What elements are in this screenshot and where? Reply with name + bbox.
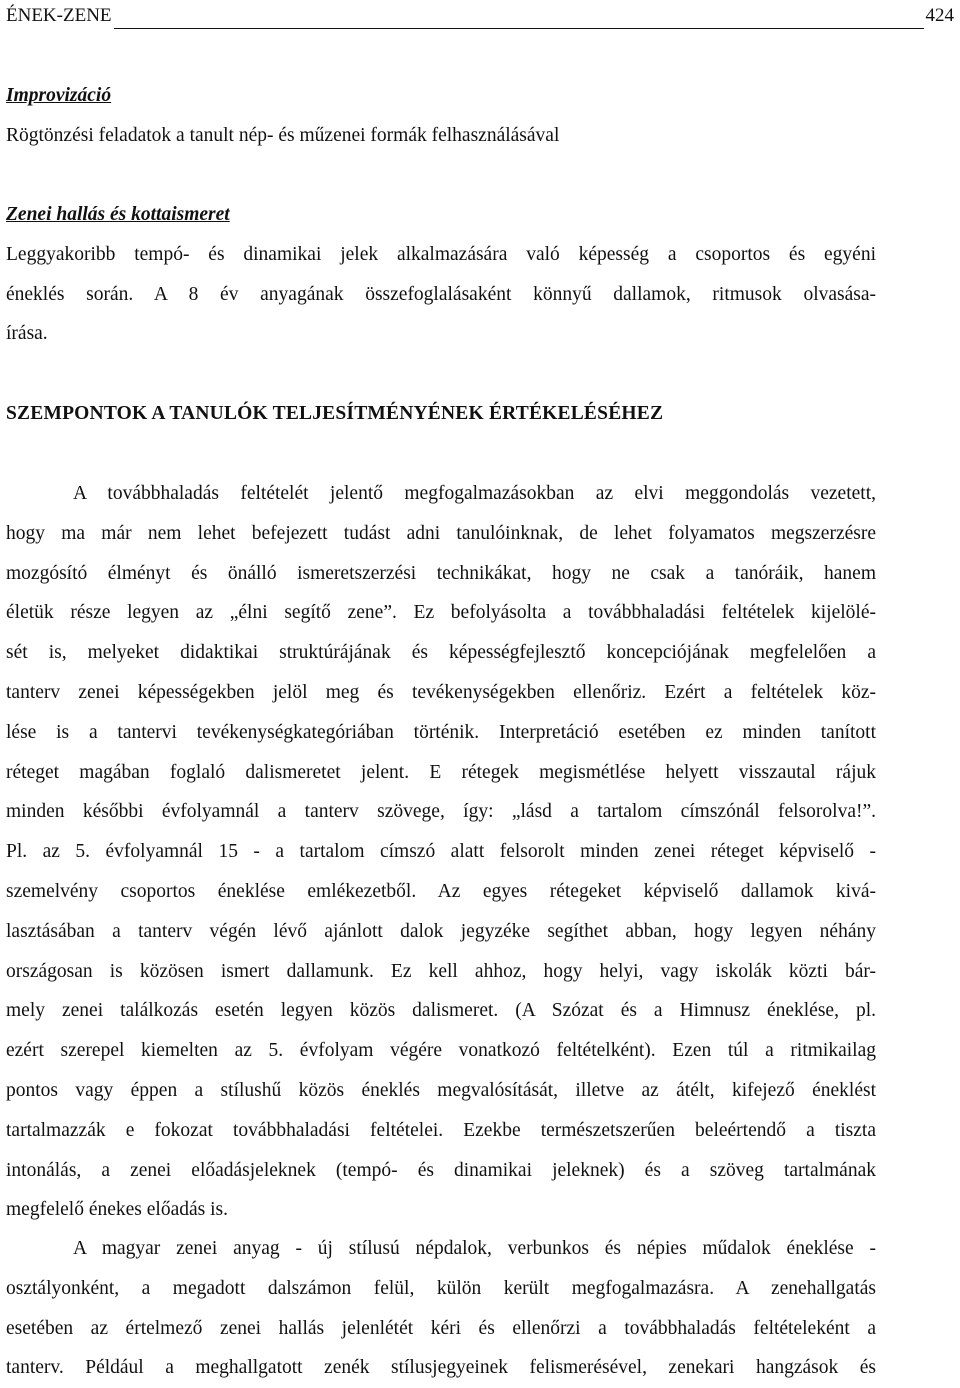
paragraph-line: pontos vagy éppen a stílushű közös éneklés megvalósítását, illetve az átélt, kifejező éneklést (6, 1079, 876, 1101)
paragraph-line: megfelelő énekes előadás is. (6, 1199, 228, 1221)
paragraph-line: osztályonként, a megadott dalszámon felül, külön került megfogalmazásra. A zenehallgatás (6, 1277, 876, 1299)
paragraph-line: Pl. az 5. évfolyamnál 15 - a tartalom címszó alatt felsorolt minden zenei réteget képviselő - (6, 841, 876, 863)
paragraph-line: A továbbhaladás feltételét jelentő megfogalmazásokban az elvi meggondolás vezetett, (73, 483, 876, 504)
improvizacio-heading: Improvizáció (6, 85, 112, 106)
paragraph-line: hogy ma már nem lehet befejezett tudást adni tanulóinknak, de lehet folyamatos megszerzésre (6, 522, 876, 544)
paragraph-line: mely zenei találkozás esetén legyen közös dalismeret. (A Szózat és a Himnusz éneklése, pl. (6, 1000, 876, 1022)
paragraph-line: tanterv zenei képességekben jelöl meg és tevékenységekben ellenőriz. Ezért a feltételek köz- (6, 681, 876, 703)
szempontok-paragraph-1 (6, 474, 876, 1230)
paragraph-line: sét is, melyeket didaktikai struktúrájának és képességfejlesztő koncepciójának megfelelően a (6, 642, 876, 664)
paragraph-line: intonálás, a zenei előadásjeleknek (tempó- és dinamikai jeleknek) és a szöveg tartalmának (6, 1159, 876, 1181)
szempontok-paragraph-2 (6, 1229, 876, 1388)
paragraph-line: szemelvény csoportos éneklése emlékezetből. Az egyes rétegeket képviselő dallamok kivá- (6, 880, 876, 902)
paragraph-line: A magyar zenei anyag - új stílusú népdalok, verbunkos és népies műdalok éneklése - (73, 1238, 876, 1259)
page-number: 424 (924, 0, 955, 32)
zenei-hallas-line: éneklés során. A 8 év anyagának összefoglalásaként könnyű dallamok, ritmusok olvasása- (6, 283, 876, 305)
zenei-hallas-section (6, 195, 876, 354)
document-page (6, 0, 954, 1379)
paragraph-line: minden későbbi évfolyamnál a tanterv szövege, így: „lásd a tartalom címszónál felsorolva!”. (6, 801, 876, 823)
improvizacio-section (6, 76, 876, 156)
paragraph-line: esetében az értelmező zenei hallás jelenlétét kéri és ellenőrzi a továbbhaladás feltételeként a (6, 1317, 876, 1339)
paragraph-line: tanterv. Például a meghallgatott zenék stílusjegyeinek felismerésével, zenekari hangzások és (6, 1357, 876, 1379)
paragraph-line: lése is a tantervi tevékenységkategóriában történik. Interpretáció esetében ez minden tanított (6, 721, 876, 743)
paragraph-line: réteget magában foglaló dalismeretet jelent. E rétegek megismétlése helyett visszautal rájuk (6, 761, 876, 783)
paragraph-line: lasztásában a tanterv végén lévő ajánlott dalok jegyzéke segíthet abban, hogy legyen néhány (6, 920, 876, 942)
paragraph-line: tartalmazzák e fokozat továbbhaladási feltételei. Ezekbe természetszerűen beleértendő a tiszta (6, 1119, 876, 1141)
page-header (6, 0, 954, 35)
zenei-hallas-line: írása. (6, 323, 48, 345)
zenei-hallas-line: Leggyakoribb tempó- és dinamikai jelek alkalmazására való képesség a csoportos és egyéni (6, 243, 876, 265)
paragraph-line: életük része legyen az „élni segítő zene”. Ez befolyásolta a továbbhaladási feltételek kijelölé- (6, 602, 876, 624)
paragraph-line: ezért szerepel kiemelten az 5. évfolyam végére vonatkozó feltételként). Ezen túl a ritmikailag (6, 1040, 876, 1062)
header-title: ÉNEK-ZENE (6, 0, 114, 32)
improvizacio-text: Rögtönzési feladatok a tanult nép- és műzenei formák felhasználásával (6, 124, 560, 146)
szempontok-heading: SZEMPONTOK A TANULÓK TELJESÍTMÉNYÉNEK ÉRTÉKELÉSÉHEZ (6, 403, 664, 424)
paragraph-line: országosan is közösen ismert dallamunk. Ez kell ahhoz, hogy helyi, vagy iskolák közti bár- (6, 960, 876, 982)
paragraph-line: mozgósító élményt és önálló ismeretszerzési technikákat, hogy ne csak a tanóráik, hanem (6, 562, 876, 584)
zenei-hallas-heading: Zenei hallás és kottaismeret (6, 204, 230, 225)
header-rule (6, 28, 954, 29)
